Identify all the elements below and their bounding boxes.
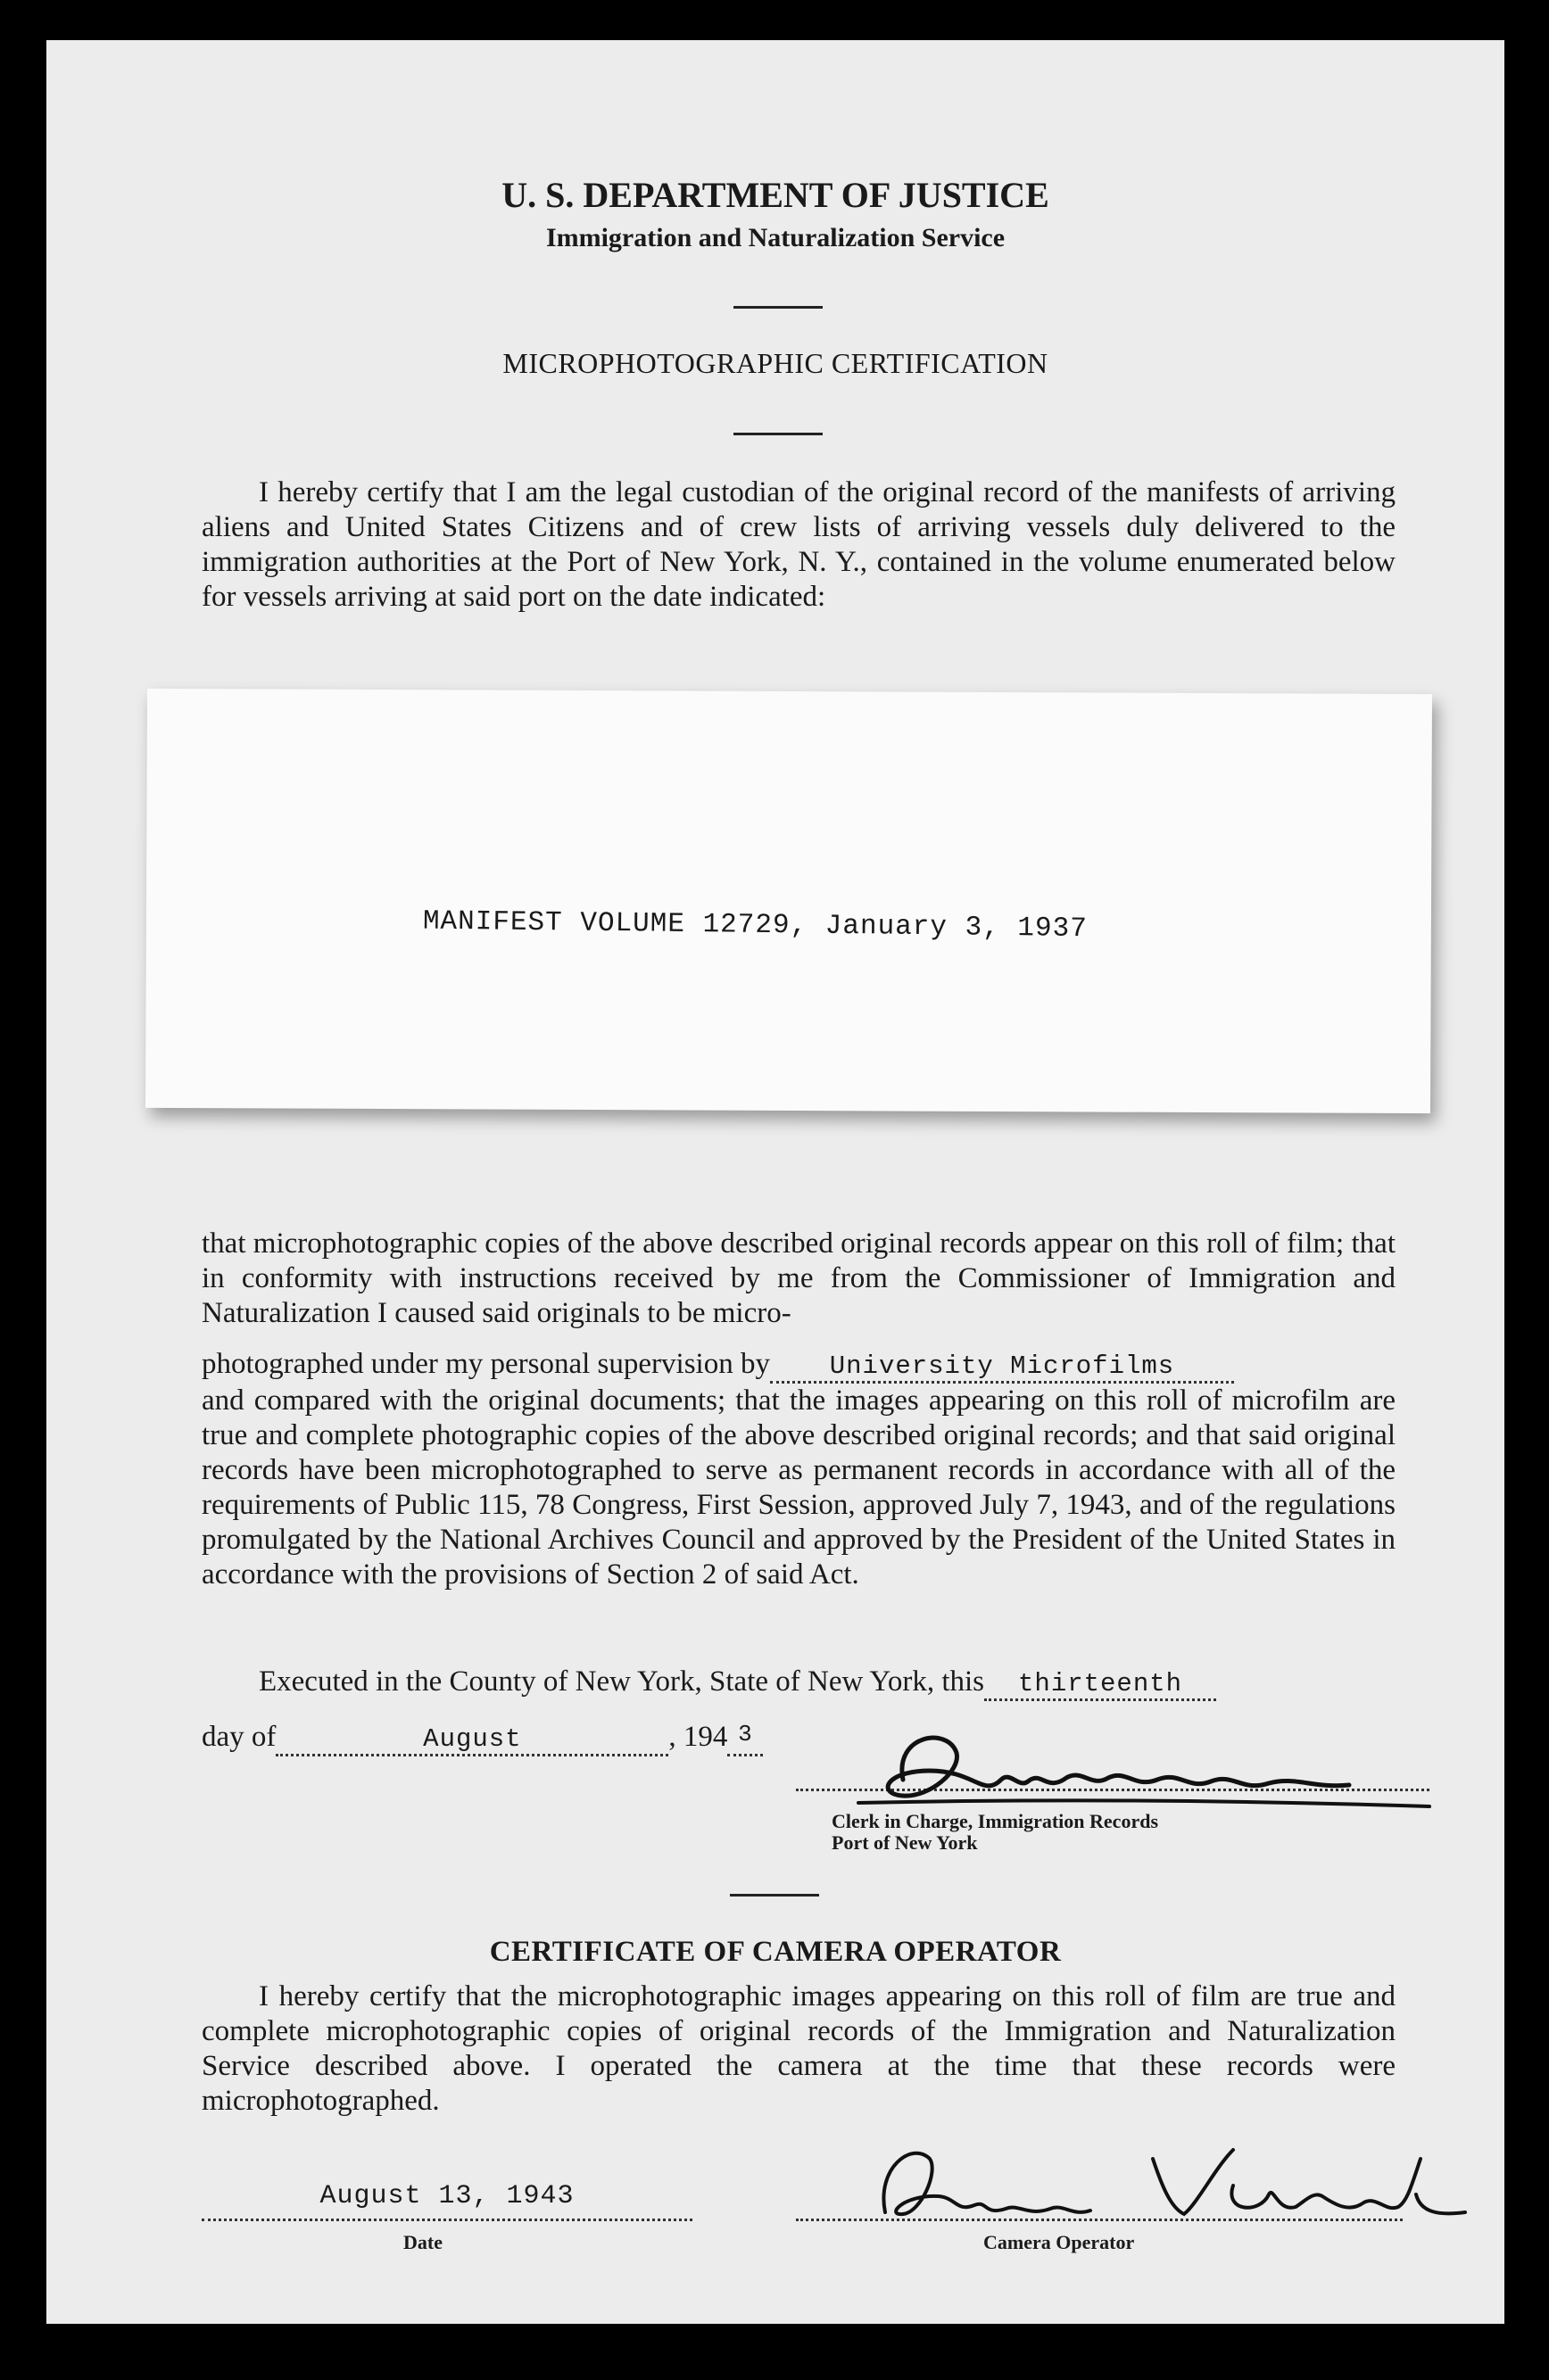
date-field	[202, 2181, 692, 2221]
year-prefix: , 194	[668, 1721, 728, 1753]
executed-prefix: Executed in the County of New York, State of New York, this	[259, 1665, 985, 1698]
divider	[733, 306, 823, 309]
supervisor-value: University Microfilms	[829, 1351, 1175, 1381]
year-field	[727, 1721, 763, 1756]
date-value: August 13, 1943	[319, 2181, 575, 2211]
intro-text: I hereby certify that I am the legal custodian of the original record of the manifests of arriving aliens and United States Citizens and of crew lists of arriving vessels duly delivered to the immigration authorities at the Port of New York, N. Y., contained in the volume enumerated below for vessels arriving at said port on the date indicated:	[202, 476, 1396, 613]
camera-paragraph	[202, 1979, 1396, 2119]
clerk-title-line2: Port of New York	[832, 1831, 978, 1854]
operator-signature	[849, 2132, 1474, 2230]
department-title: U. S. DEPARTMENT OF JUSTICE	[501, 175, 1049, 215]
divider	[730, 1894, 819, 1897]
intro-paragraph	[202, 475, 1396, 615]
camera-text: I hereby certify that the microphotographic images appearing on this roll of film are true and complete microphotographic copies of original records of the Immigration and Naturalization Service described above. I operated the camera at the time that these records were microphotographed.	[202, 1980, 1396, 2117]
date-label: Date	[403, 2231, 443, 2253]
document-page	[46, 40, 1504, 2324]
year-value: 3	[738, 1721, 753, 1748]
executed-line	[259, 1665, 1216, 1701]
certification-title: MICROPHOTOGRAPHIC CERTIFICATION	[502, 347, 1048, 379]
camera-heading: CERTIFICATE OF CAMERA OPERATOR	[489, 1936, 1062, 1968]
body-text-1: that microphotographic copies of the above described original records appear on this roll of film; that in conformity with instructions received by me from the Commissioner of Immigration and Naturalization I caused said originals to be micro-	[202, 1227, 1396, 1329]
supervision-line	[202, 1348, 1234, 1384]
operator-label: Camera Operator	[983, 2231, 1135, 2253]
supervisor-field	[770, 1348, 1234, 1384]
supervision-prefix: photographed under my personal supervision by	[202, 1348, 770, 1380]
body-text-2: and compared with the original documents; that the images appearing on this roll of microfilm are true and complete photographic copies of the above described original records; and that said original records have been microphotographed to serve as permanent records in accordance with all of the requirements of Public 115, 78 Congress, First Session, approved July 7, 1943, and of the regulations promulgated by the National Archives Council and approved by the President of the United States in accordance with the provisions of Section 2 of said Act.	[202, 1384, 1396, 1591]
day-field	[984, 1665, 1216, 1701]
body-paragraph-1	[202, 1227, 1396, 1331]
month-value: August	[423, 1724, 522, 1754]
service-subtitle: Immigration and Naturalization Service	[545, 223, 1006, 252]
date-line	[202, 1721, 763, 1756]
day-of-label: day of	[202, 1721, 277, 1753]
day-value: thirteenth	[1018, 1669, 1183, 1698]
body-paragraph-2	[202, 1384, 1396, 1592]
manifest-card	[145, 689, 1432, 1113]
clerk-title-line1: Clerk in Charge, Immigration Records	[832, 1810, 1159, 1832]
manifest-volume-text: MANIFEST VOLUME 12729, January 3, 1937	[422, 905, 1088, 946]
month-field	[276, 1721, 668, 1756]
divider	[733, 433, 823, 435]
